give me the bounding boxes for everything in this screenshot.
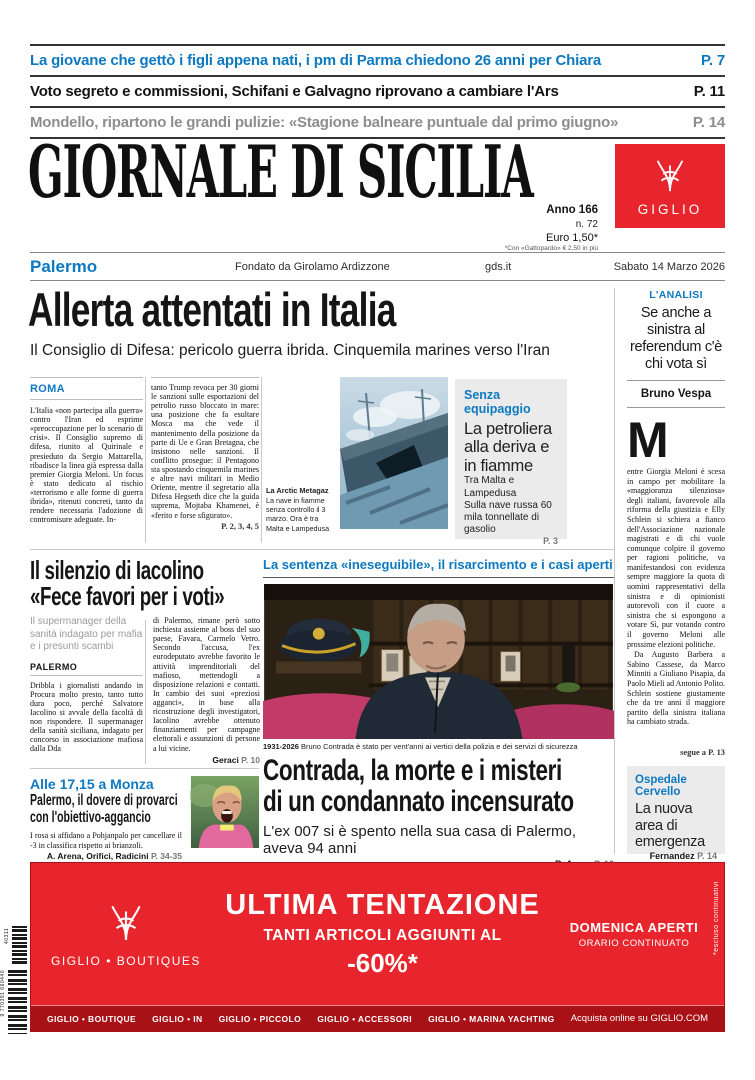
analysis-body (627, 467, 725, 746)
ad-subtitle: TANTI ARTICOLI AGGIUNTI AL (263, 927, 502, 944)
cervello-title: La nuova area di emergenza (635, 801, 705, 851)
folio-line (30, 252, 725, 281)
contrada-kicker: La sentenza «ineseguibile», il risarcimento e i casi aperti (263, 557, 613, 572)
ad-main-area (31, 863, 724, 1005)
ad-center-text (221, 889, 544, 979)
edition-price-note: *Con «Gattopardo» € 2,50 in più (504, 245, 598, 253)
iacolino-headline-line1: Il silenzio di Iacolino (30, 555, 204, 585)
analysis-title: Se anche a sinistra al referendum c'è chi vota sì (629, 305, 723, 373)
lead-body-1: L'Italia «non partecipa alla guerra» contro l'Iran ed esprime «preoccupazione per lo scenario di crisi». Il Consiglio supremo di difesa, riunito al Quirinale e presieduto da Sergio Mattarella, ribadisce la linea già espressa dalla premier Giorgia Meloni. Un focus è stato dedicato al rischio «terrorismo e alle forme di guerra ibrida», ritenuti concreti, tanto da rendere necessaria l'adozione di contromisure adeguate. In- (30, 406, 143, 525)
lead-kicker: ROMA (30, 383, 65, 395)
monza-kicker: Alle 17,15 a Monza (30, 776, 154, 792)
top-headline-text: Mondello, ripartono le grandi pulizie: «Stagione balneare puntuale dal primo giugno» (30, 114, 619, 131)
tanker-caption (266, 486, 336, 533)
iacolino-left-column (30, 616, 143, 765)
top-headline-text: Voto segreto e commissioni, Schifani e Galvagno riprovano a cambiare l'Ars (30, 83, 559, 100)
barcode-top-code: 40311 (4, 928, 10, 945)
page-ref: P. 10 (241, 754, 260, 765)
folio-website: gds.it (485, 260, 512, 273)
section-rule (30, 549, 614, 550)
cervello-kicker: Ospedale Cervello (635, 774, 687, 798)
edition-year: Anno 166 (546, 204, 598, 216)
giglio-lily-icon (104, 901, 148, 948)
monza-article (30, 776, 260, 861)
analysis-byline: Bruno Vespa (640, 388, 712, 401)
column-divider (614, 288, 615, 854)
byline-rule (627, 407, 725, 408)
lead-subhead: Il Consiglio di Difesa: pericolo guerra ibrida. Cinquemila marines verso l'Iran (30, 342, 550, 359)
iacolino-kicker: PALERMO (30, 661, 78, 672)
tanker-box-title: La petroliera alla deriva e in fiamme (464, 420, 552, 475)
iacolino-standfirst: Il supermanager della sanità indagato per mafia e i presunti scambi (30, 616, 143, 652)
analysis-body-2: Da Augusto Barbera a Sabino Cassese, da Marco Minniti a Giuliano Pisapia, da Paolo Mieli ad Antonio Polito. Schlein sostiene giustamente che da tre anni il maggiore partito della sinistra italiana ha cambiato strada. (627, 650, 725, 727)
byline-name: A. Arena, Orifici, Radicini (46, 851, 149, 862)
edition-info (505, 203, 598, 254)
footballer-photo (190, 776, 260, 848)
edition-price: Euro 1,50* (546, 231, 598, 244)
iacolino-body-1: Dribbla i giornalisti andando in Procura molto presto, tanto tutto dura poco, perché Salvatore Iacolino si avvale della facoltà di non rispondere. Il supermanager della sanità siciliana, indagato per concorso in associazione mafiosa dalla Dda (30, 680, 143, 754)
iacolino-headline-line2: «Fece favori per i voti» (30, 581, 225, 611)
top-headline-strip (30, 44, 725, 139)
tanker-sidebar-box (455, 379, 567, 547)
page-ref: segue a P. 13 (680, 748, 725, 757)
lead-column-2 (151, 377, 259, 531)
column-rule (30, 377, 143, 378)
lead-body-2: tanto Trump revoca per 30 giorni le sanzioni sulle esportazioni del petrolio russo bloccato in mare: una posizione che fa esultare Mosca ma che vede il mantenimento della posizione da parte di Ue e Gran Bretagna, che insistono nelle sanzioni. Il conflitto prosegue: il Pentagono sta spostando cinquemila marines e altre navi militari in Medio Oriente, mentre il segretario alla Difesa Hegseth dice che la guida suprema, Mojtaba Khamenei, è «ferito e forse sfigurato». (151, 383, 259, 520)
page-ref: P. 11 (693, 83, 725, 100)
analysis-kicker: L'ANALISI (649, 289, 703, 301)
monza-headline-line1: Palermo, il dovere di provarci (30, 792, 178, 809)
barcode-ean: 9 770391 660440 (0, 970, 6, 1017)
drop-cap: M (627, 412, 669, 469)
column-divider (145, 377, 146, 543)
top-headline-row (30, 44, 725, 75)
contrada-caption (263, 742, 614, 751)
cervello-box (627, 766, 725, 862)
iacolino-headline (30, 557, 260, 609)
contrada-headline (263, 756, 614, 818)
folio-founder: Fondato da Girolamo Ardizzone (235, 260, 390, 273)
edition-number: n. 72 (575, 218, 598, 230)
ad-logo (31, 901, 221, 968)
barcode-bars-top (12, 926, 27, 964)
analysis-column (627, 289, 725, 757)
kicker-rule (263, 577, 614, 578)
cervello-byline (635, 851, 717, 861)
store-name: GIGLIO • PICCOLO (218, 1013, 302, 1024)
top-headline-row (30, 75, 725, 106)
store-name: GIGLIO • MARINA YACHTING (428, 1013, 555, 1024)
ad-brand-text: GIGLIO • BOUTIQUES (51, 953, 201, 968)
kicker-rule (30, 399, 143, 400)
tanker-photo (340, 377, 448, 529)
store-name: GIGLIO • BOUTIQUE (47, 1013, 137, 1024)
monza-byline (30, 851, 182, 861)
caption-years: 1931-2026 (263, 742, 299, 751)
top-headline-text: La giovane che gettò i figli appena nati, i pm di Parma chiedono 26 anni per Chiara (30, 52, 602, 69)
page-ref: P. 14 (692, 114, 725, 131)
ad-disclaimer: *escluso continuativi (713, 881, 720, 955)
masthead-title: GIORNALE DI SICILIA (28, 129, 533, 214)
store-name: GIGLIO • ACCESSORI (317, 1013, 413, 1024)
giglio-lily-icon (650, 156, 690, 199)
iacolino-article (30, 557, 260, 765)
page-ref: P. 14 (697, 851, 717, 862)
ad-open-hours: ORARIO CONTINUATO (578, 937, 690, 949)
byline-rule (627, 380, 725, 381)
iacolino-body-2: di Palermo, rimane però sotto inchiesta assieme al boss del suo paese, Favara, Carmelo Vetro. Secondo l'accusa, l'ex eurodeputato avrebbe favorito le attività imprenditoriali del mafioso, mettendogli a disposizione relazioni e contatti. In cambio dei suoi «preziosi agganci», in base alla ricostruzione degli investigatori, Iacolino avrebbe ottenuto finanziamenti per campagne elettorali e assunzioni di persone a lui vicine. (153, 616, 260, 753)
section-rule (30, 768, 259, 769)
folio-city: Palermo (30, 256, 98, 276)
ad-opening-hours (544, 920, 724, 949)
ad-open-days: DOMENICA APERTI (569, 919, 699, 935)
column-rule (151, 377, 259, 378)
lead-column-1 (30, 377, 143, 524)
monza-body: I rosa si affidano a Pohjanpalo per cancellare il -3 in classifica rispetto ai brianzoli. (30, 831, 182, 850)
ad-discount: -60%* (347, 948, 418, 978)
byline-name: Fernandez (649, 851, 695, 862)
iacolino-right-column (153, 616, 260, 765)
contrada-subhead: L'ex 007 si è spento nella sua casa di Palermo, aveva 94 anni (263, 822, 577, 857)
tanker-caption-title: La Arctic Metagaz (266, 486, 329, 495)
contrada-photo (263, 584, 614, 739)
folio-date: Sabato 14 Marzo 2026 (613, 260, 725, 273)
giglio-advertisement (30, 862, 725, 1032)
store-name: GIGLIO • IN (152, 1013, 203, 1024)
contrada-article (263, 557, 614, 869)
contrada-headline-line1: Contrada, la morte e i misteri (263, 754, 562, 787)
barcode-bars-bottom (8, 970, 27, 1034)
issue-barcode (0, 926, 29, 1040)
lead-headline: Allerta attentati in Italia (28, 283, 396, 336)
page-ref: P. 3 (543, 536, 558, 547)
monza-headline-line2: con l'obiettivo-aggancio (30, 809, 151, 827)
giglio-logo-box (615, 144, 725, 228)
analysis-body-1: entre Giorgia Meloni è scesa in campo per mobilitare la «maggioranza silenziosa» degli italiani, favorevole alla riforma della giustizia e Elly Schlein si schiera a fianco dell'Associazione nazionale magistrati e di chi vuole comunque colpire il governo per ragioni politiche, va manifestandosi con evidenza sempre maggiore la quota di uomini rappresentativi della sinistra e di opinionisti autorevoli con il cuore a sinistra che si espongono a votare Sì, pur votando contro il governo Meloni alle prossime elezioni politiche. (627, 466, 725, 649)
tanker-box-line1: Tra Malta e Lampedusa (464, 475, 517, 499)
contrada-headline-line2: di un condannato incensurato (263, 784, 574, 818)
page-ref: P. 34-35 (150, 851, 182, 862)
ad-title: ULTIMA TENTAZIONE (225, 889, 540, 921)
caption-text: Bruno Contrada è stato per vent'anni ai vertici della polizia e dei servizi di sicurezza (300, 742, 578, 751)
ad-store-strip (31, 1005, 724, 1031)
tanker-box-kicker: Senza equipaggio (464, 388, 531, 416)
page-ref: P. 7 (701, 52, 725, 69)
tanker-box-body (464, 475, 558, 547)
page-ref: P. 2, 3, 4, 5 (221, 521, 259, 531)
tanker-caption-text: La nave in fiamme senza controllo il 3 marzo. Ora è tra Malta e Lampedusa (266, 495, 330, 533)
column-divider (261, 377, 262, 543)
iacolino-byline (153, 755, 260, 765)
byline-name: Geraci (212, 754, 239, 765)
tanker-box-line2: Sulla nave russa 60 mila tonnellate di gasolio (464, 499, 552, 536)
kicker-rule (30, 675, 143, 676)
ad-online-cta: Acquista online su GIGLIO.COM (570, 1013, 708, 1024)
giglio-logo-text: GIGLIO (637, 201, 703, 217)
